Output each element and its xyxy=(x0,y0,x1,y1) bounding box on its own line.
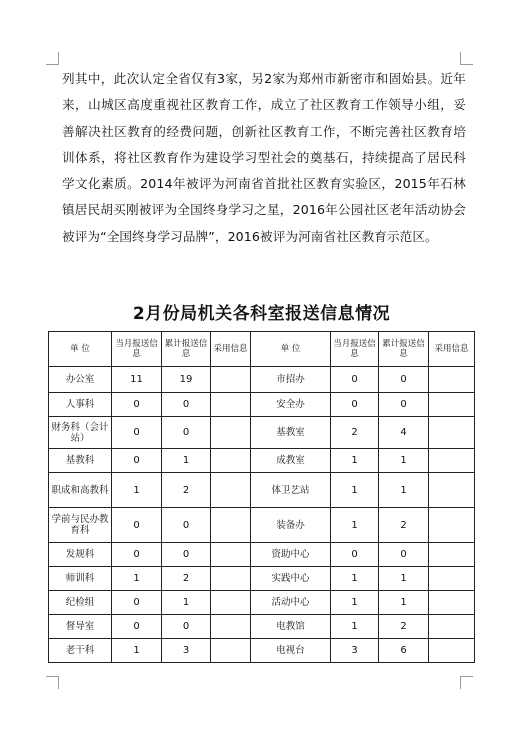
table-row xyxy=(49,417,475,449)
header-adopted: 采用信息 xyxy=(429,332,475,367)
cell-monthly-right: 1 xyxy=(331,567,379,591)
cell-dept-left: 财务科（会计站） xyxy=(49,417,112,449)
cell-monthly-left: 0 xyxy=(112,543,162,567)
cell-dept-right: 基教室 xyxy=(251,417,331,449)
table-row xyxy=(49,615,475,639)
cell-adopted-right xyxy=(429,567,475,591)
cell-adopted-right xyxy=(429,449,475,473)
header-adopted: 采用信息 xyxy=(211,332,251,367)
cell-monthly-right: 0 xyxy=(331,543,379,567)
cell-dept-right: 电教馆 xyxy=(251,615,331,639)
cell-cumulative-left: 2 xyxy=(162,473,211,508)
cell-cumulative-right: 1 xyxy=(379,591,429,615)
cell-cumulative-right: 1 xyxy=(379,473,429,508)
header-monthly-submitted: 当月报送信息 xyxy=(331,332,379,367)
header-unit: 单 位 xyxy=(49,332,112,367)
cell-cumulative-right: 2 xyxy=(379,508,429,543)
cell-monthly-right: 0 xyxy=(331,393,379,417)
cell-dept-right: 装备办 xyxy=(251,508,331,543)
cell-monthly-right: 0 xyxy=(331,367,379,393)
cell-monthly-left: 1 xyxy=(112,473,162,508)
cell-cumulative-left: 2 xyxy=(162,567,211,591)
cell-dept-right: 成教室 xyxy=(251,449,331,473)
cell-monthly-left: 1 xyxy=(112,567,162,591)
cell-cumulative-right: 4 xyxy=(379,417,429,449)
cell-dept-left: 纪检组 xyxy=(49,591,112,615)
table-row xyxy=(49,473,475,508)
crop-mark-bottom-left xyxy=(46,676,59,689)
table-row xyxy=(49,639,475,663)
body-paragraph: 列其中，此次认定全省仅有3家，另2家为郑州市新密市和固始县。近年来，山城区高度重视社区教育工作，成立了社区教育工作领导小组，妥善解决社区教育的经费问题，创新社区教育工作，不断完善社区教育培训体系，将社区教育作为建设学习型社会的奠基石，持续提高了居民科学文化素质。2014年被评为河南省首批社区教育实验区，2015年石林镇居民胡买刚被评为全国终身学习之星，2016年公园社区老年活动协会被评为“全国终身学习品牌”，2016被评为河南省社区教育示范区。 xyxy=(62,71,466,244)
cell-dept-left: 老干科 xyxy=(49,639,112,663)
crop-mark-top-left xyxy=(46,52,59,65)
table-row xyxy=(49,393,475,417)
report-table xyxy=(48,331,475,663)
table-row xyxy=(49,567,475,591)
cell-cumulative-left: 19 xyxy=(162,367,211,393)
cell-cumulative-left: 0 xyxy=(162,543,211,567)
cell-cumulative-right: 2 xyxy=(379,615,429,639)
header-monthly-submitted: 当月报送信息 xyxy=(112,332,162,367)
cell-dept-right: 安全办 xyxy=(251,393,331,417)
cell-dept-left: 发规科 xyxy=(49,543,112,567)
cell-dept-right: 市招办 xyxy=(251,367,331,393)
header-cumulative-submitted: 累计报送信息 xyxy=(379,332,429,367)
table-title: 2月份局机关各科室报送信息情况 xyxy=(132,304,391,324)
cell-monthly-left: 0 xyxy=(112,615,162,639)
cell-adopted-left xyxy=(211,543,251,567)
cell-monthly-left: 0 xyxy=(112,508,162,543)
table-row xyxy=(49,591,475,615)
header-unit: 单 位 xyxy=(251,332,331,367)
cell-cumulative-left: 0 xyxy=(162,417,211,449)
cell-adopted-left xyxy=(211,615,251,639)
cell-dept-right: 活动中心 xyxy=(251,591,331,615)
cell-adopted-left xyxy=(211,508,251,543)
cell-monthly-right: 1 xyxy=(331,473,379,508)
table-row xyxy=(49,367,475,393)
cell-monthly-left: 11 xyxy=(112,367,162,393)
crop-mark-top-right xyxy=(460,52,473,65)
cell-adopted-left xyxy=(211,567,251,591)
cell-monthly-right: 1 xyxy=(331,591,379,615)
cell-cumulative-right: 1 xyxy=(379,567,429,591)
cell-dept-right: 资助中心 xyxy=(251,543,331,567)
cell-adopted-right xyxy=(429,508,475,543)
cell-dept-right: 体卫艺站 xyxy=(251,473,331,508)
cell-adopted-left xyxy=(211,417,251,449)
cell-adopted-right xyxy=(429,639,475,663)
cell-adopted-right xyxy=(429,473,475,508)
cell-adopted-right xyxy=(429,393,475,417)
header-cumulative-submitted: 累计报送信息 xyxy=(162,332,211,367)
cell-dept-left: 人事科 xyxy=(49,393,112,417)
cell-adopted-left xyxy=(211,473,251,508)
cell-cumulative-left: 0 xyxy=(162,615,211,639)
cell-dept-left: 督导室 xyxy=(49,615,112,639)
cell-cumulative-right: 0 xyxy=(379,543,429,567)
cell-dept-left: 职成和高教科 xyxy=(49,473,112,508)
cell-monthly-right: 3 xyxy=(331,639,379,663)
cell-monthly-right: 1 xyxy=(331,508,379,543)
cell-cumulative-right: 1 xyxy=(379,449,429,473)
cell-adopted-right xyxy=(429,615,475,639)
cell-dept-left: 师训科 xyxy=(49,567,112,591)
cell-monthly-left: 0 xyxy=(112,591,162,615)
cell-cumulative-right: 6 xyxy=(379,639,429,663)
cell-cumulative-left: 1 xyxy=(162,449,211,473)
cell-monthly-right: 1 xyxy=(331,449,379,473)
cell-cumulative-left: 0 xyxy=(162,393,211,417)
table-body xyxy=(49,367,475,663)
cell-dept-left: 学前与民办教育科 xyxy=(49,508,112,543)
table-row xyxy=(49,508,475,543)
cell-cumulative-left: 1 xyxy=(162,591,211,615)
cell-adopted-left xyxy=(211,591,251,615)
cell-monthly-left: 0 xyxy=(112,449,162,473)
cell-adopted-right xyxy=(429,591,475,615)
cell-monthly-left: 0 xyxy=(112,393,162,417)
cell-dept-left: 办公室 xyxy=(49,367,112,393)
cell-monthly-right: 1 xyxy=(331,615,379,639)
table-row xyxy=(49,543,475,567)
cell-cumulative-right: 0 xyxy=(379,367,429,393)
cell-adopted-left xyxy=(211,639,251,663)
table-row xyxy=(49,449,475,473)
cell-monthly-left: 1 xyxy=(112,639,162,663)
crop-mark-bottom-right xyxy=(460,676,473,689)
cell-dept-right: 电视台 xyxy=(251,639,331,663)
cell-dept-right: 实践中心 xyxy=(251,567,331,591)
cell-monthly-right: 2 xyxy=(331,417,379,449)
table-header-row xyxy=(49,332,475,367)
cell-monthly-left: 0 xyxy=(112,417,162,449)
cell-cumulative-left: 0 xyxy=(162,508,211,543)
cell-adopted-right xyxy=(429,543,475,567)
cell-adopted-left xyxy=(211,449,251,473)
cell-adopted-right xyxy=(429,367,475,393)
cell-adopted-left xyxy=(211,367,251,393)
cell-cumulative-left: 3 xyxy=(162,639,211,663)
cell-adopted-right xyxy=(429,417,475,449)
cell-dept-left: 基教科 xyxy=(49,449,112,473)
cell-cumulative-right: 0 xyxy=(379,393,429,417)
cell-adopted-left xyxy=(211,393,251,417)
